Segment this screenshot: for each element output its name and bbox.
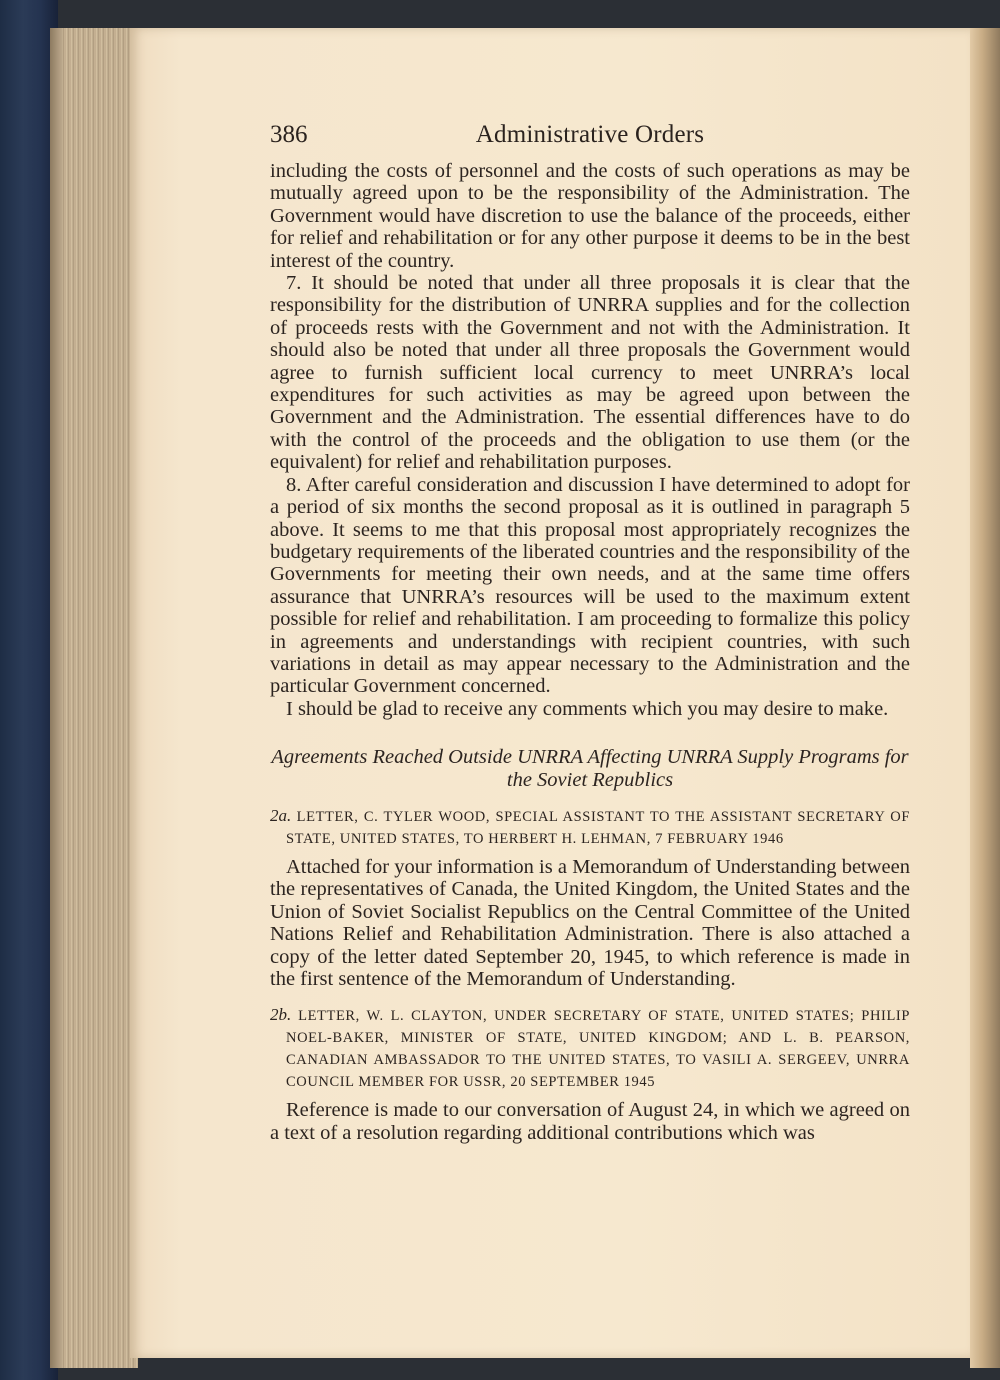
- section-heading: Agreements Reached Outside UNRRA Affecting UNRRA Supply Programs for the Soviet Republics: [271, 746, 909, 791]
- running-head-title: Administrative Orders: [475, 121, 705, 148]
- document-2b-heading: [270, 1004, 910, 1093]
- running-head: [270, 120, 910, 150]
- page-text: [270, 120, 910, 1144]
- paragraph-continued: including the costs of personnel and the costs of such operations as may be mutually agreed upon to be the responsibility of the Administration. The Government would have discretion to use the balance of the proceeds, either for relief and rehabilitation or for any other purpose it deems to be in the best interest of the country.: [270, 160, 910, 272]
- document-2b-title: LETTER, W. L. CLAYTON, UNDER SECRETARY OF STATE, UNITED STATES; PHILIP NOEL-BAKER, MINISTER OF STATE, UNITED KINGDOM; AND L. B. PEARSON, CANADIAN AMBASSADOR TO THE UNITED STATES, TO VASILI A. SERGEEV, UNRRA COUNCIL MEMBER FOR USSR, 20 SEPTEMBER 1945: [286, 1008, 910, 1091]
- spacer: [270, 990, 910, 1004]
- document-2b-body: Reference is made to our conversation of August 24, in which we agreed on a text of a resolution regarding additional contributions which was: [270, 1099, 910, 1144]
- closing-paragraph: I should be glad to receive any comments which you may desire to make.: [286, 697, 889, 720]
- document-2a-title: LETTER, C. TYLER WOOD, SPECIAL ASSISTANT TO THE ASSISTANT SECRETARY OF STATE, UNITED STATES, TO HERBERT H. LEHMAN, 7 FEBRUARY 1946: [286, 808, 910, 847]
- document-2a-heading: [270, 805, 910, 850]
- paragraph-7: 7. It should be noted that under all three proposals it is clear that the responsibility for the distribution of UNRRA supplies and for the collection of proceeds rests with the Government and not with the Administration. It should also be noted that under all three proposals the Government would agree to furnish sufficient local currency to meet UNRRA’s local expenditures for such activities as may be agreed upon between the Government and the Administration. The essential differences have to do with the control of the proceeds and the obligation to use them (or the equivalent) for relief and rehabilitation purposes.: [270, 272, 910, 474]
- document-2a-number: 2a.: [270, 805, 292, 825]
- document-2b-number: 2b.: [270, 1005, 292, 1025]
- right-page-edge: [970, 28, 1000, 1368]
- page-edges: [50, 28, 138, 1368]
- document-2a-body: Attached for your information is a Memorandum of Understanding between the representatives of Canada, the United Kingdom, the United States and the Union of Soviet Socialist Republics on the Central Committee of the United Nations Relief and Rehabilitation Administration. There is also attached a copy of the letter dated September 20, 1945, to which reference is made in the first sentence of the Memorandum of Understanding.: [270, 855, 910, 990]
- paragraph-8: 8. After careful consideration and discussion I have determined to adopt for a period of six months the second proposal as it is outlined in paragraph 5 above. It seems to me that this proposal most appropriately recognizes the budgetary requirements of the liberated countries and the responsibility of the Governments for meeting their own needs, and at the same time offers assurance that UNRRA’s resources will be used to the maximum extent possible for relief and rehabilitation. I am proceeding to formalize this policy in agreements and understandings with recipient countries, with such variations in detail as may appear necessary to the Administration and the particular Government concerned.: [270, 473, 910, 698]
- spine-band: [50, 28, 62, 1368]
- page-number: 386: [270, 121, 308, 148]
